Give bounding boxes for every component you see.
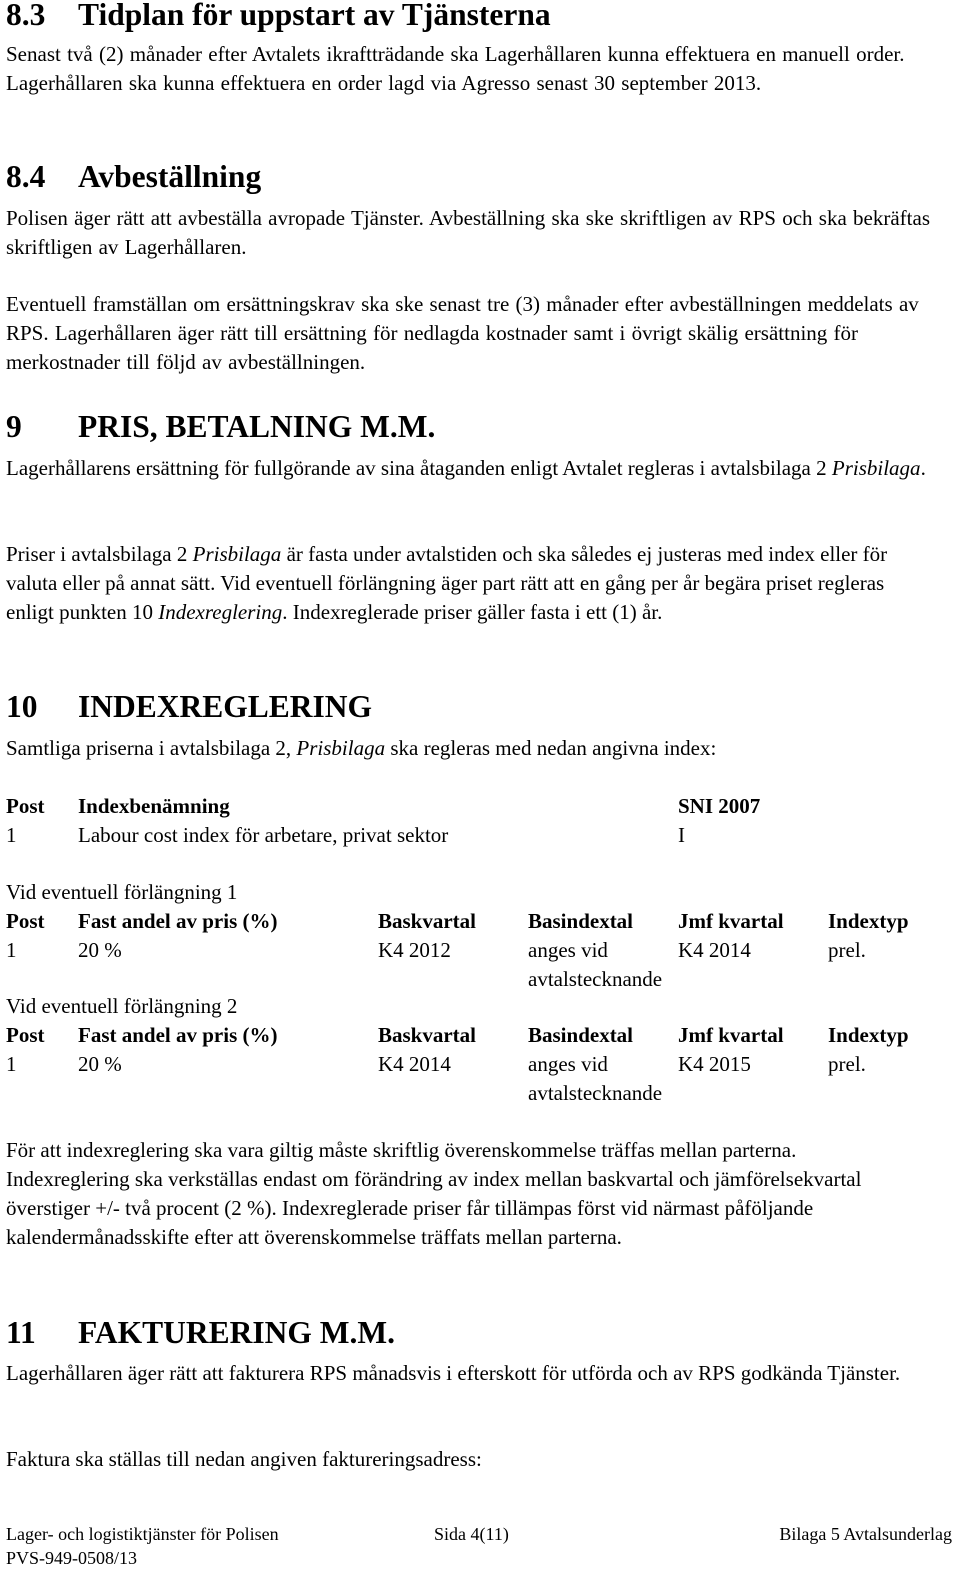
col-indexbenamning: Indexbenämning [78,794,230,818]
col-sni: SNI 2007 [678,794,761,818]
section-number: 10 [6,689,38,724]
section-10-intro: Samtliga priserna i avtalsbilaga 2, Prisbilaga ska regleras med nedan angivna index: [6,736,717,760]
section-number: 8.4 [6,159,46,194]
section-number: 8.3 [6,0,46,32]
section-title: Avbeställning [78,159,262,194]
section-11-paragraph-1: Lagerhållaren äger rätt att fakturera RPS månadsvis i efterskott för utförda och av RPS godkända Tjänster. [6,1361,901,1385]
table-row: 1 20 % K4 2014 anges vid K4 2015 prel. [6,1052,866,1076]
section-10-paragraph-1: För att indexreglering ska vara giltig måste skriftlig överenskommelse träffas mellan parterna. [6,1138,797,1162]
section-9-heading [6,409,436,444]
section-8-3-paragraph: Senast två (2) månader efter Avtalets ikraftträdande ska Lagerhållaren kunna effektuera en manuell order. Lagerhållaren ska kunna effektuera en order lagd via Agresso senast 30 september 2013. [6,42,905,95]
section-8-4-paragraph-1: Polisen äger rätt att avbeställa avropade Tjänster. Avbeställning ska ske skriftligen av RPS och ska bekräftas skriftligen av Lagerhållaren. [6,206,930,259]
section-title: FAKTURERING M.M. [78,1315,396,1350]
section-number: 9 [6,409,22,444]
table-row: 1 Labour cost index för arbetare, privat sektor I [6,823,685,847]
section-title: INDEXREGLERING [78,689,373,724]
page-footer [6,1522,954,1570]
section-8-4-paragraph-2: Eventuell framställan om ersättningskrav ska ske senast tre (3) månader efter avbeställningen meddelats av RPS. Lagerhållaren äger rätt till ersättning för nedlagda kostnader samt i övrigt skälig ersättning för merkostnader till följd av avbeställningen. [6,292,919,374]
section-title: PRIS, BETALNING M.M. [78,409,436,444]
extension-label: Vid eventuell förlängning 2 [6,994,238,1018]
indexreglering-ref: Indexreglering [158,600,283,624]
prisbilaga-ref: Prisbilaga [831,456,921,480]
section-8-4-heading [6,159,262,194]
section-10-heading [6,689,373,724]
table-row-continuation: avtalstecknande [528,967,663,991]
prisbilaga-ref: Prisbilaga [192,542,282,566]
section-title: Tidplan för uppstart av Tjänsterna [78,0,551,32]
index-table [6,792,950,850]
footer-attachment: Bilaga 5 Avtalsunderlag [779,1524,952,1544]
extension-2-table [6,992,950,1108]
section-9-paragraph-2: Priser i avtalsbilaga 2 Prisbilaga är fasta under avtalstiden och ska således ej justeras med index eller för valuta eller på annat sätt. Vid eventuell förlängning äger part rätt att en gång per år begära priset regleras enligt punkten 10 Indexreglering. Indexreglerade priser gäller fasta i ett (1) år. [6,542,888,624]
col-post: Post [6,794,45,818]
prisbilaga-ref: Prisbilaga [296,736,386,760]
section-11-heading [6,1315,396,1350]
extension-table-header: Post Fast andel av pris (%) Baskvartal Basindextal Jmf kvartal Indextyp [6,909,909,933]
table-row: 1 20 % K4 2012 anges vid K4 2014 prel. [6,938,866,962]
extension-label: Vid eventuell förlängning 1 [6,880,238,904]
table-row-continuation: avtalstecknande [528,1081,663,1105]
footer-document-title: Lager- och logistiktjänster för Polisen [6,1524,279,1544]
section-10-paragraph-2: Indexreglering ska verkställas endast om förändring av index mellan baskvartal och jämförelsekvartal överstiger +/- två procent (2 %). Indexreglerade priser får tillämpas först vid närmast påföljande kalendermånadsskifte efter att överenskommelse träffats mellan parterna. [6,1167,862,1249]
section-9-paragraph-1: Lagerhållarens ersättning för fullgörande av sina åtaganden enligt Avtalet regleras i avtalsbilaga 2 Prisbilaga. [6,456,926,480]
footer-page-number: Sida 4(11) [434,1524,509,1544]
section-11-paragraph-2: Faktura ska ställas till nedan angiven faktureringsadress: [6,1447,482,1471]
extension-table-header: Post Fast andel av pris (%) Baskvartal Basindextal Jmf kvartal Indextyp [6,1023,909,1047]
section-8-3-heading [6,0,551,32]
section-number: 11 [6,1315,36,1350]
extension-1-table [6,878,950,994]
index-table-header [6,792,950,821]
footer-reference: PVS-949-0508/13 [6,1548,138,1568]
